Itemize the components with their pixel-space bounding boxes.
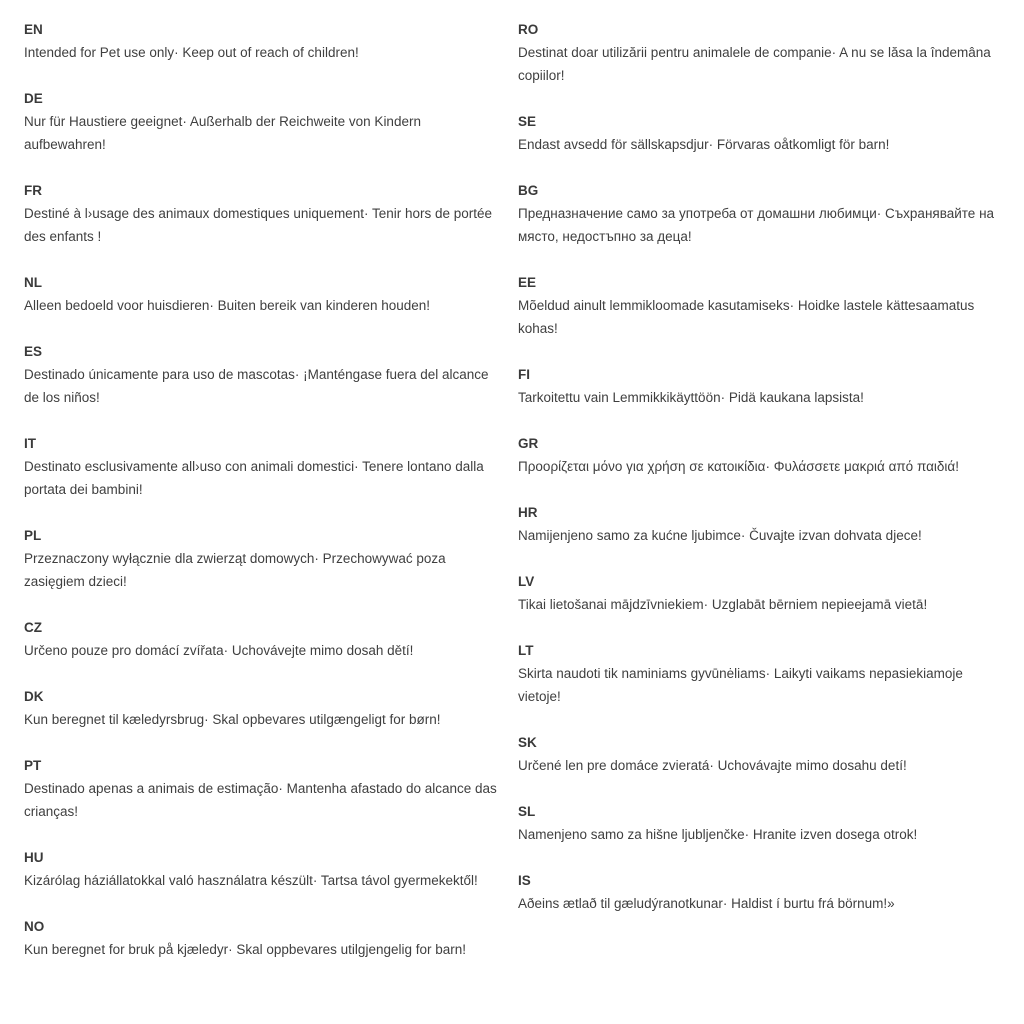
- language-code: HU: [24, 850, 44, 865]
- language-entry: [518, 110, 1004, 156]
- language-code: HR: [518, 505, 538, 520]
- language-code: EN: [24, 22, 43, 37]
- language-code: EE: [518, 275, 537, 290]
- language-entry: [518, 570, 1004, 616]
- language-code: PL: [24, 528, 42, 543]
- warning-text: Endast avsedd för sällskapsdjur· Förvaras oåtkomligt för barn!: [518, 137, 890, 152]
- warning-text: Destiné à l›usage des animaux domestiques uniquement· Tenir hors de portée des enfants !: [24, 206, 493, 244]
- language-entry: [518, 179, 1004, 248]
- language-code: ES: [24, 344, 43, 359]
- language-code: RO: [518, 22, 539, 37]
- warning-text: Namijenjeno samo za kućne ljubimce· Čuvajte izvan dohvata djece!: [518, 528, 922, 543]
- warning-text: Destinado apenas a animais de estimação· Mantenha afastado do alcance das crianças!: [24, 781, 497, 819]
- language-entry: [518, 731, 1004, 777]
- language-entry: [24, 340, 504, 409]
- language-code: LT: [518, 643, 534, 658]
- warning-text: Tarkoitettu vain Lemmikkikäyttöön· Pidä kaukana lapsista!: [518, 390, 864, 405]
- warning-text: Przeznaczony wyłącznie dla zwierząt domowych· Przechowywać poza zasięgiem dzieci!: [24, 551, 446, 589]
- language-code: CZ: [24, 620, 42, 635]
- language-entry: [518, 501, 1004, 547]
- language-entry: [24, 87, 504, 156]
- warning-text: Kizárólag háziállatokkal való használatra készült· Tartsa távol gyermekektől!: [24, 873, 478, 888]
- warning-text: Aðeins ætlað til gæludýranotkunar· Haldist í burtu frá börnum!»: [518, 896, 895, 911]
- language-code: FI: [518, 367, 530, 382]
- language-code: FR: [24, 183, 42, 198]
- language-entry: [518, 271, 1004, 340]
- language-entry: [24, 685, 504, 731]
- language-code: LV: [518, 574, 535, 589]
- language-code: DK: [24, 689, 44, 704]
- warning-text: Kun beregnet for bruk på kjæledyr· Skal oppbevares utilgjengelig for barn!: [24, 942, 467, 957]
- warning-text: Destinado únicamente para uso de mascotas· ¡Manténgase fuera del alcance de los niños!: [24, 367, 489, 405]
- warning-text: Tikai lietošanai mājdzīvniekiem· Uzglabāt bērniem nepieejamā vietā!: [518, 597, 928, 612]
- warning-text: Nur für Haustiere geeignet· Außerhalb der Reichweite von Kindern aufbewahren!: [24, 114, 421, 152]
- language-code: PT: [24, 758, 42, 773]
- warning-text: Destinato esclusivamente all›uso con animali domestici· Tenere lontano dalla portata dei bambini!: [24, 459, 484, 497]
- warning-text: Určeno pouze pro domácí zvířata· Uchovávejte mimo dosah dětí!: [24, 643, 414, 658]
- language-entry: [24, 179, 504, 248]
- language-entry: [518, 639, 1004, 708]
- language-entry: [518, 18, 1004, 87]
- language-entry: [24, 524, 504, 593]
- warning-text: Alleen bedoeld voor huisdieren· Buiten bereik van kinderen houden!: [24, 298, 431, 313]
- warning-text: Namenjeno samo za hišne ljubljenčke· Hranite izven dosega otrok!: [518, 827, 918, 842]
- warning-text: Kun beregnet til kæledyrsbrug· Skal opbevares utilgængeligt for børn!: [24, 712, 441, 727]
- language-entry: [24, 754, 504, 823]
- language-code: GR: [518, 436, 539, 451]
- language-code: SK: [518, 735, 537, 750]
- right-column: [518, 18, 1004, 938]
- language-entry: [24, 432, 504, 501]
- language-entry: [518, 800, 1004, 846]
- language-code: IT: [24, 436, 36, 451]
- left-column: [24, 18, 504, 984]
- language-code: DE: [24, 91, 43, 106]
- language-code: BG: [518, 183, 539, 198]
- warning-text: Intended for Pet use only· Keep out of reach of children!: [24, 45, 359, 60]
- language-code: NO: [24, 919, 45, 934]
- language-entry: [24, 271, 504, 317]
- language-code: SL: [518, 804, 536, 819]
- language-entry: [518, 869, 1004, 915]
- language-entry: [24, 846, 504, 892]
- language-code: NL: [24, 275, 42, 290]
- warning-text: Mõeldud ainult lemmikloomade kasutamiseks· Hoidke lastele kättesaamatus kohas!: [518, 298, 975, 336]
- language-entry: [24, 915, 504, 961]
- language-entry: [24, 18, 504, 64]
- warning-text: Προορίζεται μόνο για χρήση σε κατοικίδια· Φυλάσσετε μακριά από παιδιά!: [518, 459, 959, 474]
- language-entry: [24, 616, 504, 662]
- warning-text: Skirta naudoti tik naminiams gyvūnėliams· Laikyti vaikams nepasiekiamoje vietoje!: [518, 666, 963, 704]
- language-entry: [518, 432, 1004, 478]
- language-entry: [518, 363, 1004, 409]
- language-code: IS: [518, 873, 531, 888]
- warning-text: Destinat doar utilizării pentru animalele de companie· A nu se lăsa la îndemâna copiilor!: [518, 45, 991, 83]
- language-code: SE: [518, 114, 537, 129]
- warning-text: Предназначение само за употреба от домашни любимци· Съхранявайте на място, недостъпно за деца!: [518, 206, 995, 244]
- warning-text: Určené len pre domáce zvieratá· Uchovávajte mimo dosahu detí!: [518, 758, 907, 773]
